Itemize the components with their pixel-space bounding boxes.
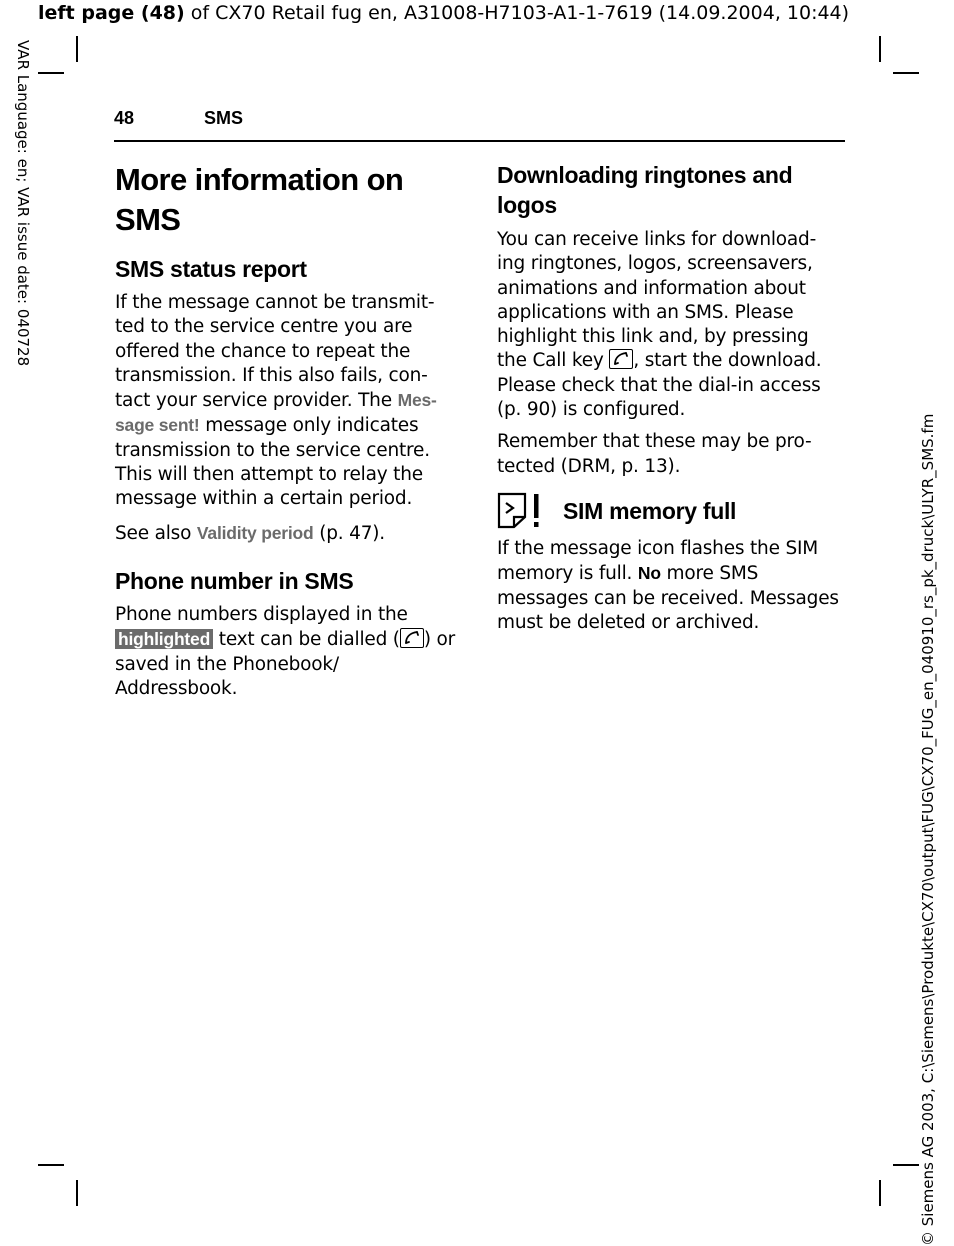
ui-text-message-sent: Mes-sage sent!	[115, 390, 437, 436]
ui-text-validity-period: Validity period	[196, 522, 314, 543]
page-title: More information on SMS	[115, 162, 404, 237]
text-run: If the message cannot be transmit-ted to the service centre you are offered the chance to repeat the transmission. If this also fails, con-tact your service provider. The	[115, 292, 435, 412]
section-heading-sim-memory-full: SIM memory full	[563, 497, 737, 524]
running-title: SMS	[204, 108, 244, 128]
text-run: text can be dialled (	[213, 629, 400, 651]
warning-note-icon	[497, 491, 549, 531]
crop-mark	[893, 72, 919, 74]
print-header-bold: left page (48)	[38, 2, 185, 24]
sim-memory-paragraph	[497, 537, 842, 635]
section-heading-status-report: SMS status report	[115, 256, 307, 282]
text-run: ) or saved in the Phonebook/ Addressbook.	[115, 629, 456, 699]
header-rule	[114, 140, 845, 142]
call-key-icon	[609, 349, 633, 369]
crop-mark	[76, 36, 78, 62]
text-run: Phone numbers displayed in the	[115, 603, 408, 625]
text-run: message only indicates transmission to the service centre. This will then attempt to relay the message within a certain period.	[115, 415, 430, 510]
status-report-paragraph	[115, 291, 460, 512]
right-column	[497, 160, 842, 635]
drm-paragraph: Remember that these may be pro-tected (DRM, p. 13).	[497, 431, 812, 477]
crop-mark	[879, 36, 881, 62]
downloading-paragraph	[497, 228, 842, 422]
crop-mark	[893, 1164, 919, 1166]
crop-mark	[76, 1180, 78, 1206]
text-run: more SMS messages can be received. Messages must be deleted or archived.	[497, 563, 839, 633]
print-header-rest: of CX70 Retail fug en, A31008-H7103-A1-1-7619 (14.09.2004, 10:44)	[184, 2, 850, 24]
page-number: 48	[114, 108, 135, 128]
crop-mark	[38, 72, 64, 74]
text-run: You can receive links for download-ing ringtones, logos, screensavers, animations and information about applications with an SMS. Please highlight this link and, by pressing the Call key	[497, 229, 817, 372]
highlighted-label: highlighted	[115, 629, 213, 649]
section-heading-phone-number: Phone number in SMS	[115, 567, 354, 594]
phone-number-paragraph	[115, 603, 460, 701]
side-file-path: © Siemens AG 2003, C:\Siemens\Produkte\CX70\output\FUG\CX70_FUG_en_040910_rs_pk_druck\ULYR_SMS.fm	[919, 413, 937, 1246]
see-also-paragraph	[115, 521, 460, 546]
side-variant-info: VAR Language: en; VAR issue date: 040728	[14, 40, 32, 367]
text-run: (p. 47).	[313, 522, 385, 544]
crop-mark	[879, 1180, 881, 1206]
left-column	[115, 160, 460, 701]
text-run: If the message icon flashes the SIM memory is full.	[497, 537, 819, 585]
print-header	[38, 0, 849, 26]
crop-mark	[38, 1164, 64, 1166]
text-run: See also	[115, 522, 197, 544]
ui-text-no: No	[637, 563, 661, 584]
section-heading-downloading: Downloading ringtones and logos	[497, 162, 793, 218]
text-run: , start the download. Please check that the dial-in access (p. 90) is configured.	[497, 350, 822, 421]
sim-memory-note	[497, 491, 842, 531]
call-key-icon	[400, 628, 424, 648]
